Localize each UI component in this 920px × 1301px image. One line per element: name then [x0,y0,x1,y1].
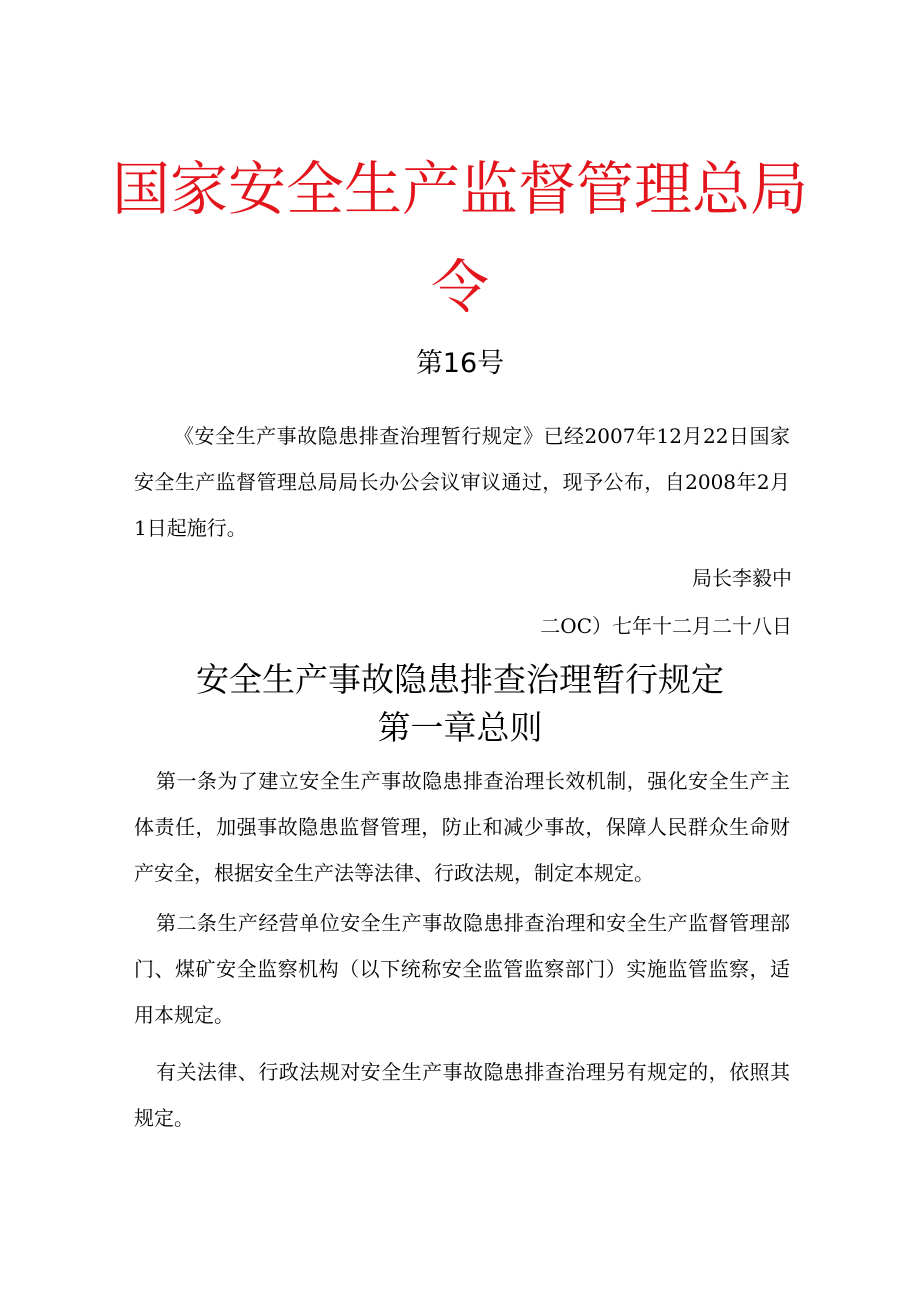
article-2: 第二条生产经营单位安全生产事故隐患排查治理和安全生产监督管理部门、煤矿安全监察机构（以下统称安全监管监察部门）实施监管监察，适用本规定。 [134,911,790,1027]
regulation-title: 安全生产事故隐患排查治理暂行规定 [196,660,724,699]
article-1: 第一条为了建立安全生产事故隐患排查治理长效机制，强化安全生产主体责任，加强事故隐患监督管理，防止和减少事故，保障人民群众生命财产安全，根据安全生产法等法律、行政法规，制定本规定。 [134,769,790,885]
article-2-note: 有关法律、行政法规对安全生产事故隐患排查治理另有规定的，依照其规定。 [134,1060,790,1130]
issuer-title-line1: 国家安全生产监督管理总局 [111,155,808,223]
order-number: 第16号 [415,348,505,379]
chapter-title: 第一章总则 [377,708,543,747]
issuer-title-line2: 令 [430,253,489,321]
issue-date: 二OC）七年十二月二十八日 [540,614,792,638]
intro-paragraph: 《安全生产事故隐患排查治理暂行规定》已经2007年12月22日国家安全生产监督管理总局局长办公会议审议通过，现予公布，自2008年2月1日起施行。 [134,424,790,540]
signer: 局长李毅中 [692,566,792,590]
